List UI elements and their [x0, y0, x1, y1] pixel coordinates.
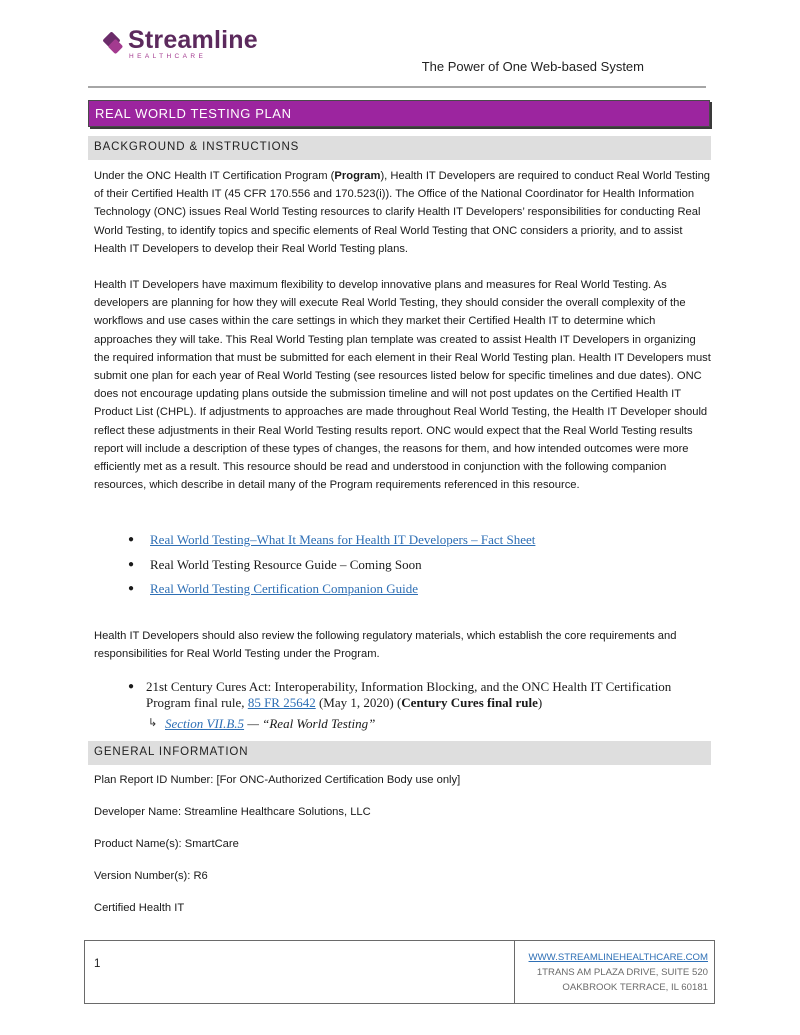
return-arrow-icon: ↳ — [148, 716, 158, 729]
bullet-icon: ● — [128, 583, 135, 594]
section-heading-background — [88, 136, 711, 160]
section-heading-background — [88, 741, 711, 765]
resource-guide-text: Real World Testing Resource Guide – Coming Soon — [150, 556, 422, 572]
bullet-icon: ● — [128, 558, 135, 570]
product-name: Product Name(s): SmartCare — [94, 838, 239, 850]
document-title-bar — [88, 100, 710, 127]
cures-act-item: ● 21st Century Cures Act: Interoperability, Information Blocking, and the ONC Health IT Certification Program final rule, 85 FR 25642 (May 1, 2020) (Century Cures final rule) — [128, 679, 672, 710]
resource-list — [128, 531, 718, 605]
company-logo — [102, 26, 258, 62]
logo-name: Streamline — [128, 25, 258, 54]
footer-divider — [514, 940, 515, 1004]
address-line-1: 1TRANS AM PLAZA DRIVE, SUITE 520 — [536, 967, 708, 978]
list-item — [128, 531, 718, 556]
logo-diamond-icon — [102, 33, 124, 55]
certified-health-it-label: Certified Health IT — [94, 902, 185, 914]
cures-rule-term: Century Cures final rule — [401, 695, 538, 710]
intro-paragraph: Under the ONC Health IT Certification Program (Program), Health IT Developers are required to conduct Real World Testing of their Certified Health IT (45 CFR 170.556 and 170.523(i)). The Office of the National Coordinator for Health Information Technology (ONC) issues Real World Testing resources to clarify Health IT Developers’ responsibilities for conducting Real World Testing, to identify topics and specific elements of Real World Testing that ONC considers a priority, and to assist Health IT Developers to develop their Real World Testing plans. — [94, 170, 711, 255]
flexibility-paragraph: Health IT Developers have maximum flexibility to develop innovative plans and measures for Real World Testing. As developers are planning for how they will execute Real World Testing, they should consider the overall complexity of the workflows and use cases within the care settings in which they market their Certified Health IT to determine which approaches they will take. This Real World Testing plan template was created to assist Health IT Developers in organizing the required information that must be submitted for each element in their Real World Testing plan. Health IT Developers must submit one plan for each year of Real World Testing (see resources listed below for specific timelines and due dates). ONC does not encourage updating plans outside the submission timeline and will not post updates on the Certified Health IT Product List (CHPL). If adjustments to approaches are made throughout Real World Testing, the Health IT Developer should reflect these adjustments in their Real World Testing results report. ONC would expect that the Real World Testing results report will include a description of these types of changes, the reasons for them, and how intended outcomes were more efficiently met as a result. This resource should be read and understood in conjunction with the following companion resources, which describe in detail many of the Program requirements referenced in this resource. — [94, 279, 711, 492]
address-line-2: OAKBROOK TERRACE, IL 60181 — [562, 982, 708, 993]
fr-citation-link[interactable]: 85 FR 25642 — [247, 695, 316, 710]
section-heading-text: GENERAL INFORMATION — [94, 746, 249, 758]
bullet-icon: ● — [128, 534, 135, 545]
plan-report-id: Plan Report ID Number: [For ONC-Authorized Certification Body use only] — [94, 774, 461, 786]
logo-subtitle: HEALTHCARE — [129, 52, 207, 60]
fact-sheet-link[interactable]: Real World Testing–What It Means for Health IT Developers – Fact Sheet — [150, 532, 536, 547]
page-number: 1 — [94, 958, 101, 970]
bullet-icon: ● — [128, 681, 135, 692]
section-reference: Section VII.B.5 — “Real World Testing” — [165, 716, 376, 731]
header-tagline: The Power of One Web-based System — [421, 59, 644, 74]
header-divider — [88, 86, 706, 88]
list-item — [128, 580, 718, 605]
developer-name: Developer Name: Streamline Healthcare Solutions, LLC — [94, 806, 371, 818]
website-link[interactable]: WWW.STREAMLINEHEALTHCARE.COM — [528, 952, 708, 963]
version-number: Version Number(s): R6 — [94, 870, 208, 882]
document-title: REAL WORLD TESTING PLAN — [95, 106, 292, 121]
list-item — [128, 556, 718, 581]
footer-address-block — [529, 950, 708, 995]
regulatory-paragraph: Health IT Developers should also review the following regulatory materials, which establish the core requirements and responsibilities for Real World Testing under the Program. — [94, 630, 677, 661]
program-term: Program — [334, 170, 381, 182]
section-heading-text: BACKGROUND & INSTRUCTIONS — [94, 141, 300, 153]
section-vii-b5-link[interactable]: Section VII.B.5 — [165, 716, 245, 731]
companion-guide-link[interactable]: Real World Testing Certification Companion Guide — [150, 581, 418, 596]
